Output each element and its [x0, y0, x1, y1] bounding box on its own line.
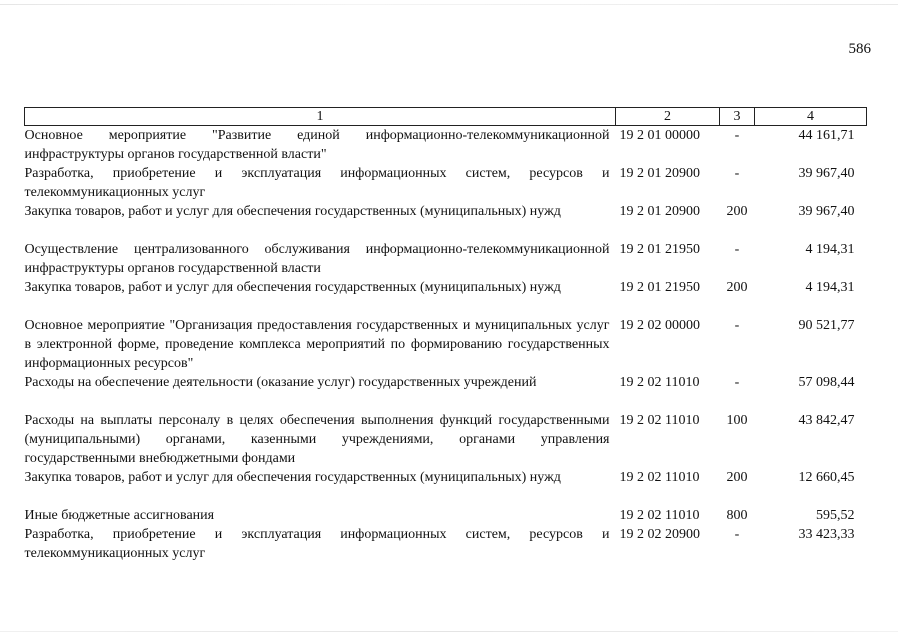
row-name: Расходы на обеспечение деятельности (оказание услуг) государственных учреждений [24, 375, 537, 390]
row-sum: 4 194,31 [805, 242, 855, 257]
column-number-4: 4 [755, 108, 867, 126]
row-code: 19 2 01 20900 [619, 166, 700, 181]
row-sum: 43 842,47 [798, 413, 855, 428]
row-code: 19 2 02 11010 [619, 413, 700, 428]
table-row [25, 411, 867, 468]
row-sum: 44 161,71 [798, 128, 855, 143]
row-name: Основное мероприятие "Развитие единой информационно-телекоммуникационной инфраструктуры органов государственной власти" [24, 128, 610, 162]
row-expense-type: 200 [726, 204, 748, 219]
column-number-3: 3 [720, 108, 755, 126]
scan-edge-bottom [0, 631, 898, 632]
row-name: Закупка товаров, работ и услуг для обеспечения государственных (муниципальных) нужд [24, 470, 561, 485]
column-number-1: 1 [25, 108, 616, 126]
row-sum: 33 423,33 [798, 527, 855, 542]
row-sum: 90 521,77 [798, 318, 855, 333]
table-row [25, 202, 867, 240]
table-row [25, 506, 867, 525]
row-expense-type: - [734, 318, 740, 333]
row-name: Разработка, приобретение и эксплуатация информационных систем, ресурсов и телекоммуникационных услуг [24, 166, 610, 200]
row-name: Закупка товаров, работ и услуг для обеспечения государственных (муниципальных) нужд [24, 280, 561, 295]
row-expense-type: 800 [726, 508, 748, 523]
row-code: 19 2 01 21950 [619, 242, 700, 257]
row-code: 19 2 02 11010 [619, 375, 700, 390]
row-code: 19 2 01 21950 [619, 280, 700, 295]
row-code: 19 2 02 20900 [619, 527, 700, 542]
row-name: Основное мероприятие "Организация предоставления государственных и муниципальных услуг в электронной форме, проведение комплекса мероприятий по формированию государственных информационных ресурсов" [24, 318, 610, 371]
table-row [25, 525, 867, 563]
table-row [25, 164, 867, 202]
row-code: 19 2 01 20900 [619, 204, 700, 219]
budget-table [24, 107, 867, 563]
row-name: Иные бюджетные ассигнования [24, 508, 215, 523]
table-row [25, 126, 867, 165]
table-row [25, 240, 867, 278]
column-number-row [25, 108, 867, 126]
row-name: Закупка товаров, работ и услуг для обеспечения государственных (муниципальных) нужд [24, 204, 561, 219]
row-sum: 57 098,44 [798, 375, 855, 390]
row-code: 19 2 02 00000 [619, 318, 700, 333]
row-expense-type: - [734, 166, 740, 181]
row-sum: 4 194,31 [805, 280, 855, 295]
row-code: 19 2 01 00000 [619, 128, 700, 143]
row-expense-type: 200 [726, 280, 748, 295]
row-code: 19 2 02 11010 [619, 508, 700, 523]
row-name: Расходы на выплаты персоналу в целях обеспечения выполнения функций государственными (муниципальными) органами, казенными учреждениями, органами управления государственными внебюджетными фондами [24, 413, 610, 466]
page-number: 586 [848, 41, 871, 57]
row-expense-type: - [734, 527, 740, 542]
row-expense-type: - [734, 375, 740, 390]
row-name: Осуществление централизованного обслуживания информационно-телекоммуникационной инфраструктуры органов государственной власти [24, 242, 610, 276]
row-expense-type: 100 [726, 413, 748, 428]
table-row [25, 278, 867, 316]
row-name: Разработка, приобретение и эксплуатация информационных систем, ресурсов и телекоммуникационных услуг [24, 527, 610, 561]
scan-edge-top [0, 4, 898, 5]
row-sum: 12 660,45 [798, 470, 855, 485]
column-number-2: 2 [616, 108, 720, 126]
row-sum: 595,52 [816, 508, 855, 523]
row-expense-type: 200 [726, 470, 748, 485]
row-expense-type: - [734, 128, 740, 143]
table-row [25, 316, 867, 373]
row-code: 19 2 02 11010 [619, 470, 700, 485]
table-row [25, 373, 867, 411]
row-sum: 39 967,40 [798, 166, 855, 181]
table-row [25, 468, 867, 506]
row-sum: 39 967,40 [798, 204, 855, 219]
row-expense-type: - [734, 242, 740, 257]
